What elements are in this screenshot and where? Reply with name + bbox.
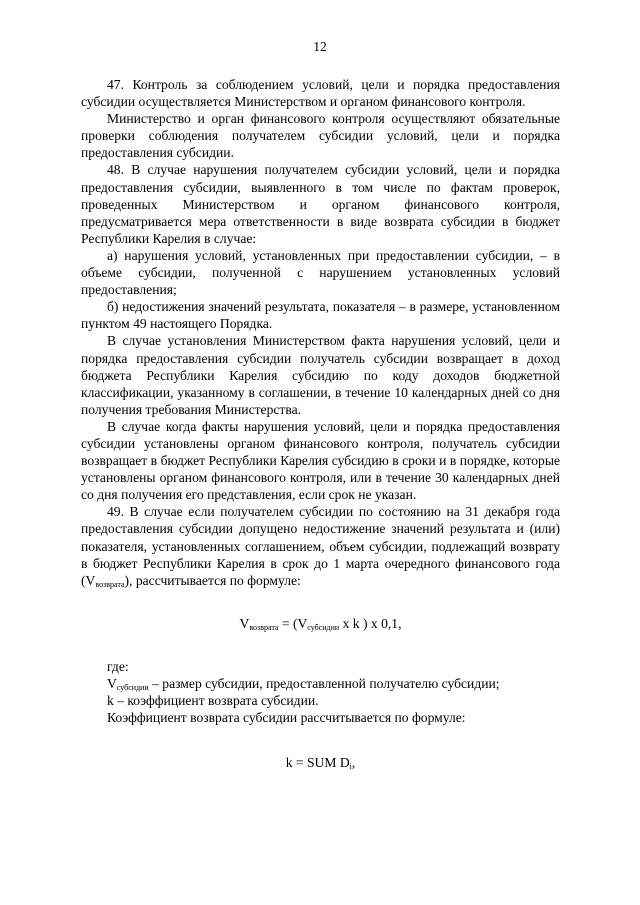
paragraph-49-return-volume: 49. В случае если получателем субсидии по состоянию на 31 декабря года предоставления субсидии допущено недостижение значений результата и (или) показателя, установленных соглашением, объем субсидии, подлежащий возврату в бюджет Республики Карелия в срок до 1 марта очередного финансового года $(V_{возврата})$, рассчитывается по формуле: (81, 504, 560, 589)
paragraph-48-liability: 48. В случае нарушения получателем субсидии условий, цели и порядка предоставления субсидии, выявленного в том числе по фактам проверок, проведенных Министерством и органом финансового контроля, предусматривается мера ответственности в виде возврата субсидии в бюджет Республики Карелия в случае: (81, 162, 560, 246)
paragraph-48-item-b: б) недостижения значений результата, показателя – в размере, установленном пунктом 49 настоящего Порядка. (81, 299, 560, 332)
definition-subsidy-volume: $V_{субсидии}$ – размер субсидии, предоставленной получателю субсидии; (107, 676, 500, 692)
paragraph-47-control: 47. Контроль за соблюдением условий, цели и порядка предоставления субсидии осуществляется Министерством и органом финансового контроля. (81, 77, 560, 110)
page-number: 12 (313, 39, 327, 54)
paragraph-48-item-a: а) нарушения условий, установленных при предоставлении субсидии, – в объеме субсидии, полученной с нарушением установленных условий предоставления; (81, 247, 560, 298)
where-label: где: (107, 658, 129, 674)
coefficient-formula-intro: Коэффициент возврата субсидии рассчитывается по формуле: (107, 710, 466, 726)
paragraph-47-inspections: Министерство и орган финансового контроля осуществляют обязательные проверки соблюдения получателем субсидии условий, цели и порядка предоставления субсидии. (81, 111, 560, 161)
paragraph-48-ministry-return: В случае установления Министерством факта нарушения условий, цели и порядка предоставления субсидии получатель субсидии возвращает в доход бюджета Республики Карелия субсидию по коду доходов бюджетной классификации, указанному в соглашении, в течение 10 календарных дней со дня получения требования Министерства. (81, 333, 560, 417)
document-body (81, 76, 560, 771)
formula-return-coefficient: k = SUM $D_i$, (285, 755, 356, 772)
definition-return-coefficient: k – коэффициент возврата субсидии. (107, 693, 319, 709)
paragraph-48-control-body-return: В случае когда факты нарушения условий, цели и порядка предоставления субсидии установлены органом финансового контроля, получатель субсидии возвращает в бюджет Республики Карелия субсидию в сроки и в порядке, которые установлены органом финансового контроля, или в течение 30 календарных дней со дня получения его представления, если срок не указан. (81, 418, 560, 503)
formula-return-volume: $V_{возврата} = (V_{субсидии}$ x k ) x 0,1, (239, 615, 402, 632)
